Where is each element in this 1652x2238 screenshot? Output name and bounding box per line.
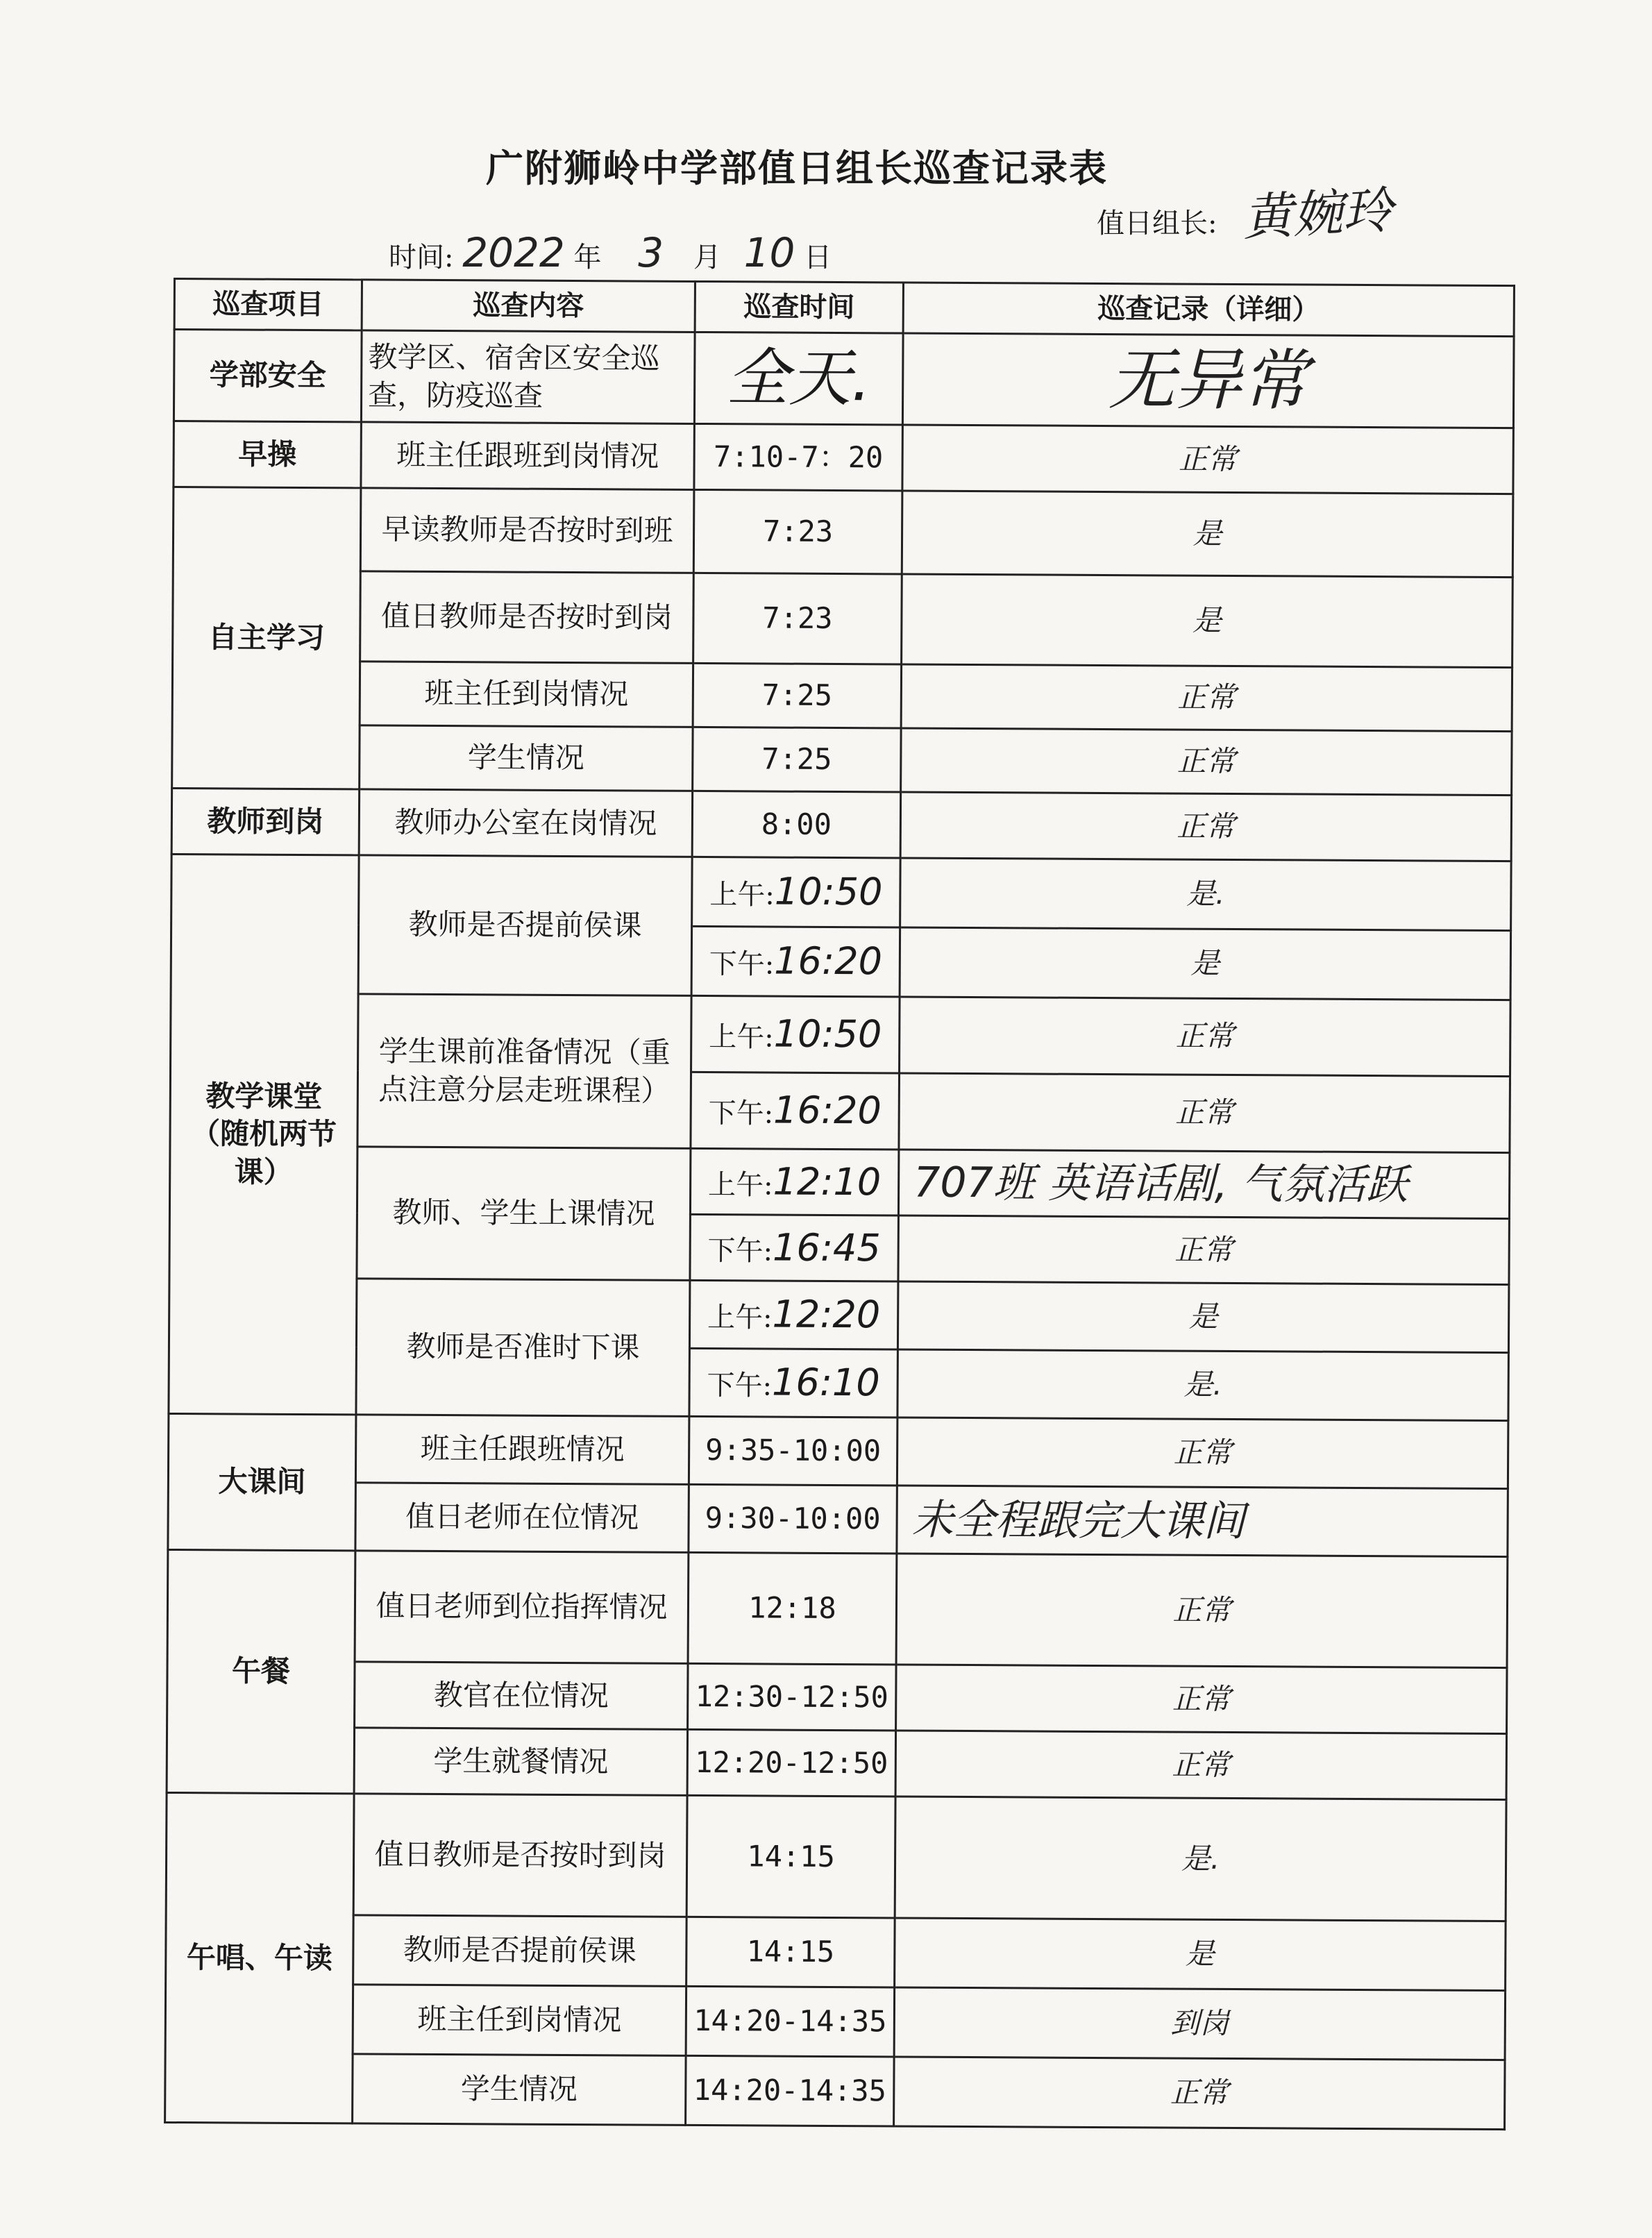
date-day: 10 — [743, 229, 795, 276]
category-cell: 学部安全 — [174, 330, 362, 422]
time-cell — [689, 1348, 898, 1417]
record-cell: 正常 — [900, 792, 1511, 861]
table-row — [169, 1145, 1509, 1218]
content-cell: 学生课前准备情况（重点注意分层走班课程） — [357, 994, 691, 1149]
table-row — [165, 1983, 1505, 2060]
record-cell: 是. — [900, 858, 1512, 931]
col-header-time: 巡查时间 — [695, 281, 903, 333]
content-cell: 教师是否提前侯课 — [353, 1915, 687, 1987]
content-cell: 班主任到岗情况 — [360, 662, 693, 727]
time-cell: 7:25 — [693, 663, 901, 728]
table-row — [165, 2053, 1505, 2129]
time-cell — [692, 857, 901, 927]
date-month: 3 — [638, 229, 664, 276]
content-cell: 教学区、宿舍区安全巡查，防疫巡查 — [361, 330, 695, 424]
content-cell: 班主任跟班到岗情况 — [361, 422, 694, 490]
form-title: 广附狮岭中学部值日组长巡查记录表 — [486, 146, 1108, 190]
record-cell: 正常 — [902, 425, 1513, 494]
table-row — [173, 571, 1513, 668]
table-row — [168, 1481, 1508, 1556]
content-cell: 教师是否准时下课 — [356, 1279, 690, 1417]
content-cell: 班主任到岗情况 — [353, 1985, 686, 2056]
pm-label: 下午: — [707, 1234, 773, 1268]
table-row — [172, 724, 1512, 795]
record-cell: 是 — [902, 491, 1513, 578]
record-cell: 正常 — [896, 1554, 1508, 1668]
content-cell: 教师是否提前侯课 — [358, 855, 692, 996]
record-cell: 是 — [900, 927, 1511, 1000]
record-cell: 正常 — [896, 1665, 1507, 1734]
table-row — [171, 993, 1511, 1076]
table-row — [167, 1549, 1508, 1667]
pm-time: 16:10 — [771, 1360, 880, 1405]
table-row — [166, 1914, 1506, 1990]
am-label: 上午: — [709, 879, 775, 911]
pm-time: 16:20 — [774, 939, 883, 984]
category-cell: 教学课堂（随机两节课） — [169, 854, 359, 1414]
table-row — [174, 330, 1514, 428]
time-cell: 7:23 — [693, 489, 902, 574]
time-cell: 8:00 — [692, 791, 900, 858]
am-label: 上午: — [707, 1168, 773, 1202]
pm-time: 16:45 — [772, 1225, 881, 1270]
time-cell: 9:30-10:00 — [689, 1484, 897, 1554]
pm-label: 下午: — [708, 1097, 774, 1130]
category-cell: 午餐 — [167, 1549, 355, 1793]
time-cell: 14:20-14:35 — [686, 2055, 895, 2126]
content-cell: 值日老师在位情况 — [355, 1483, 689, 1553]
category-cell: 自主学习 — [172, 487, 361, 789]
col-header-record: 巡查记录（详细） — [903, 283, 1514, 337]
am-time: 10:50 — [774, 869, 883, 914]
record-cell: 是 — [897, 1281, 1509, 1353]
inspection-table — [164, 278, 1515, 2130]
record-cell: 正常 — [900, 997, 1511, 1077]
time-cell — [691, 995, 900, 1073]
record-cell: 707班 英语话剧, 气氛活跃 — [898, 1150, 1509, 1219]
record-cell: 是 — [895, 1918, 1506, 1991]
category-cell: 午唱、午读 — [165, 1792, 354, 2123]
record-cell: 是 — [902, 574, 1513, 668]
content-cell: 学生情况 — [353, 2054, 686, 2126]
content-cell: 值日教师是否按时到岗 — [353, 1794, 687, 1917]
table-row — [174, 421, 1513, 494]
content-cell: 早读教师是否按时到班 — [360, 488, 694, 573]
record-cell: 无异常 — [902, 333, 1514, 428]
pm-time: 16:20 — [773, 1088, 882, 1133]
content-cell: 值日老师到位指挥情况 — [355, 1551, 689, 1664]
time-cell: 7:25 — [693, 727, 901, 792]
leader-signature: 黄婉玲 — [1241, 180, 1394, 247]
pm-label: 下午: — [707, 1370, 773, 1402]
leader-label: 值日组长: — [1097, 208, 1217, 239]
category-cell: 早操 — [174, 421, 361, 488]
table-row — [173, 487, 1513, 578]
time-cell — [690, 1148, 898, 1215]
content-cell: 班主任跟班情况 — [355, 1415, 689, 1485]
time-cell — [691, 926, 900, 997]
content-cell: 教师办公室在岗情况 — [359, 789, 692, 857]
record-cell: 正常 — [901, 728, 1512, 796]
record-cell: 正常 — [894, 2057, 1506, 2130]
content-cell: 学生就餐情况 — [354, 1728, 687, 1796]
record-cell: 是. — [897, 1349, 1509, 1421]
record-cell: 正常 — [897, 1417, 1508, 1489]
date-label: 时间: — [389, 242, 454, 274]
time-cell: 7:10-7：20 — [694, 423, 902, 491]
record-cell: 到岗 — [894, 1987, 1506, 2060]
time-cell: 7:23 — [693, 573, 902, 664]
date-year: 2022 — [462, 229, 565, 276]
table-row — [171, 788, 1511, 861]
record-cell: 未全程跟完大课间 — [897, 1486, 1508, 1557]
content-cell: 教官在位情况 — [355, 1662, 688, 1730]
time-cell — [691, 1072, 900, 1150]
record-cell: 正常 — [901, 664, 1512, 732]
record-cell: 正常 — [895, 1731, 1506, 1800]
time-cell: 全天. — [694, 332, 903, 425]
content-cell: 教师、学生上课情况 — [357, 1147, 691, 1281]
am-label: 上午: — [709, 1021, 774, 1054]
table-row — [167, 1660, 1507, 1733]
table-header-row — [174, 279, 1514, 337]
time-cell: 12:20-12:50 — [687, 1729, 895, 1797]
record-cell: 正常 — [898, 1215, 1509, 1285]
time-cell — [689, 1280, 898, 1349]
table-row — [171, 854, 1511, 930]
am-time: 12:10 — [773, 1159, 882, 1204]
col-header-item: 巡查项目 — [174, 279, 362, 330]
category-cell: 大课间 — [168, 1413, 356, 1550]
category-cell: 教师到岗 — [171, 788, 359, 855]
date-month-char: 月 — [693, 242, 721, 274]
date-year-char: 年 — [573, 242, 602, 274]
content-cell: 值日教师是否按时到岗 — [360, 571, 694, 664]
time-cell: 14:15 — [686, 1795, 895, 1918]
date-row — [389, 229, 832, 276]
record-cell: 是. — [895, 1797, 1506, 1921]
time-cell: 12:30-12:50 — [688, 1663, 896, 1731]
table-row — [167, 1726, 1506, 1799]
time-cell: 12:18 — [688, 1552, 897, 1665]
col-header-content: 巡查内容 — [362, 280, 695, 333]
content-cell: 学生情况 — [360, 725, 693, 791]
am-time: 12:20 — [772, 1292, 881, 1337]
record-cell: 正常 — [899, 1073, 1510, 1153]
date-day-char: 日 — [804, 242, 832, 274]
time-cell: 9:35-10:00 — [689, 1416, 897, 1486]
time-cell — [690, 1214, 898, 1281]
am-label: 上午: — [707, 1302, 773, 1334]
pm-label: 下午: — [709, 948, 775, 981]
table-row — [169, 1277, 1508, 1352]
table-row — [168, 1413, 1508, 1488]
time-cell: 14:20-14:35 — [686, 1986, 895, 2057]
am-time: 10:50 — [773, 1011, 882, 1057]
table-row — [172, 661, 1512, 732]
time-cell: 14:15 — [686, 1917, 895, 1987]
table-row — [166, 1792, 1506, 1921]
